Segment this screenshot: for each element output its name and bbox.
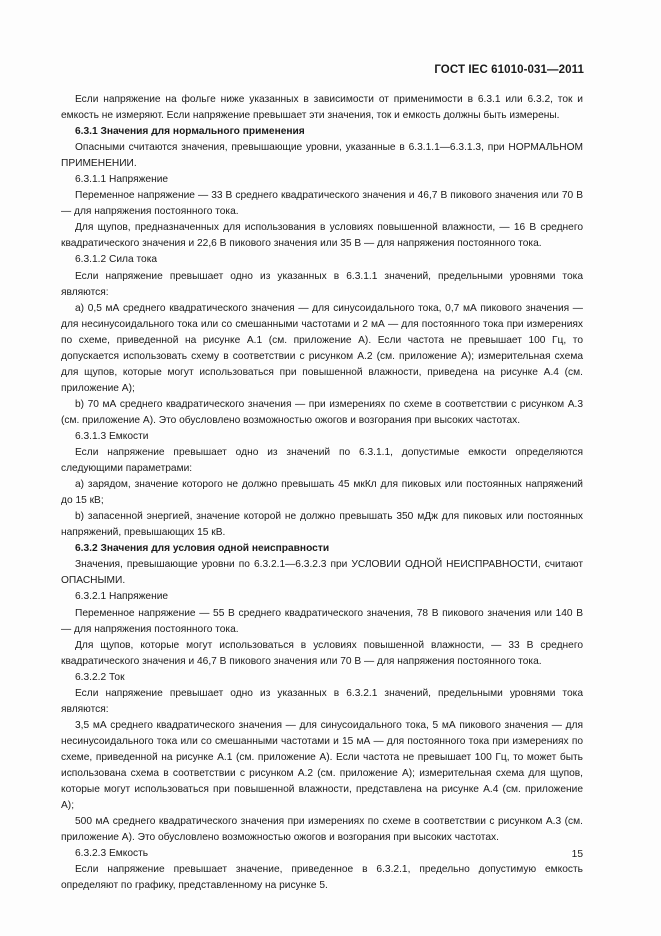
paragraph: Если напряжение на фольге ниже указанных в зависимости от применимости в 6.3.1 или 6.3.2, ток и емкость не измеряют. Если напряжение превышает эти значения, ток и емкость должны быть измерены. (61, 94, 583, 122)
standard-code-header: ГОСТ IEC 61010-031—2011 (434, 64, 584, 76)
subsection-heading: 6.3.1.3 Емкости (75, 430, 149, 442)
page-number: 15 (571, 849, 583, 860)
paragraph: Опасными считаются значения, превышающие уровни, указанные в 6.3.1.1—6.3.1.3, при НОРМАЛЬНОМ ПРИМЕНЕНИИ. (61, 142, 583, 170)
paragraph: Если напряжение превышает одно из указанных в 6.3.2.1 значений, предельными уровнями тока являются: (61, 687, 583, 715)
subsection-heading: 6.3.1.2 Сила тока (75, 254, 158, 266)
paragraph: Значения, превышающие уровни по 6.3.2.1—6.3.2.3 при УСЛОВИИ ОДНОЙ НЕИСПРАВНОСТИ, считают ОПАСНЫМИ. (61, 559, 583, 587)
section-heading: 6.3.1 Значения для нормального применения (75, 126, 305, 138)
paragraph: Для щупов, которые могут использоваться в условиях повышенной влажности, — 33 В среднего квадратического значения и 46,7 В пикового значения или 70 В — для напряжения постоянного тока. (61, 639, 583, 667)
paragraph: a) зарядом, значение которого не должно превышать 45 мкКл для пиковых или постоянных напряжений до 15 кВ; (61, 479, 583, 507)
paragraph: b) 70 мА среднего квадратического значения — при измерениях по схеме в соответствии с рисунком А.3 (см. приложение А). Это обусловлено возможностью ожогов и возгорания при высоких частотах. (61, 398, 583, 426)
paragraph: Если напряжение превышает одно из указанных в 6.3.1.1 значений, предельными уровнями тока являются: (61, 270, 583, 298)
paragraph: Если напряжение превышает одно из значений по 6.3.1.1, допустимые емкости определяются следующими параметрами: (61, 447, 583, 475)
subsection-heading: 6.3.2.1 Напряжение (75, 591, 169, 603)
document-body (61, 92, 583, 894)
paragraph: b) запасенной энергией, значение которой не должно превышать 350 мДж для пиковых или постоянных напряжений, превышающих 15 кВ. (61, 511, 583, 539)
paragraph: Если напряжение превышает значение, приведенное в 6.3.2.1, предельно допустимую емкость определяют по графику, представленному на рисунке 5. (61, 864, 583, 892)
section-heading: 6.3.2 Значения для условия одной неисправности (75, 543, 330, 555)
paragraph: 500 мА среднего квадратического значения при измерениях по схеме в соответствии с рисунком А.3 (см. приложение А). Это обусловлено возможностью ожогов и возгорания при высоких частотах. (61, 816, 583, 844)
subsection-heading: 6.3.1.1 Напряжение (75, 174, 169, 186)
subsection-heading: 6.3.2.2 Ток (75, 671, 125, 683)
paragraph: a) 0,5 мА среднего квадратического значения — для синусоидального тока, 0,7 мА пикового значения — для несинусоидального тока или со смешанными частотами и 2 мА — для постоянного тока при измерениях по схеме, приведенной на рисунке А.1 (см. приложение А). Если частота не превышает 100 Гц, то допускается использовать схему в соответствии с рисунком А.2 (см. приложение А); измерительная схема для щупов, которые могут использоваться при повышенной влажности, приведена на рисунке А.4 (см. приложение А); (61, 302, 583, 394)
paragraph: 3,5 мА среднего квадратического значения — для синусоидального тока, 5 мА пикового значения — для несинусоидального тока или со смешанными частотами и 15 мА — для постоянного тока при измерениях по схеме, приведенной на рисунке А.1 (см. приложение А). Если частота не превышает 100 Гц, то может быть использована схема в соответствии с рисунком А.2 (см. приложение А); измерительная схема для щупов, которые могут использоваться при повышенной влажности, представлена на рисунке А.4 (см. приложение А); (61, 719, 583, 812)
paragraph: Переменное напряжение — 55 В среднего квадратического значения, 78 В пикового значения или 140 В — для напряжения постоянного тока. (61, 607, 583, 635)
paragraph: Для щупов, предназначенных для использования в условиях повышенной влажности, — 16 В среднего квадратического значения и 22,6 В пикового значения или 35 В — для напряжения постоянного тока. (61, 222, 583, 250)
subsection-heading: 6.3.2.3 Емкость (75, 848, 149, 860)
paragraph: Переменное напряжение — 33 В среднего квадратического значения и 46,7 В пикового значения или 70 В — для напряжения постоянного тока. (61, 190, 583, 218)
